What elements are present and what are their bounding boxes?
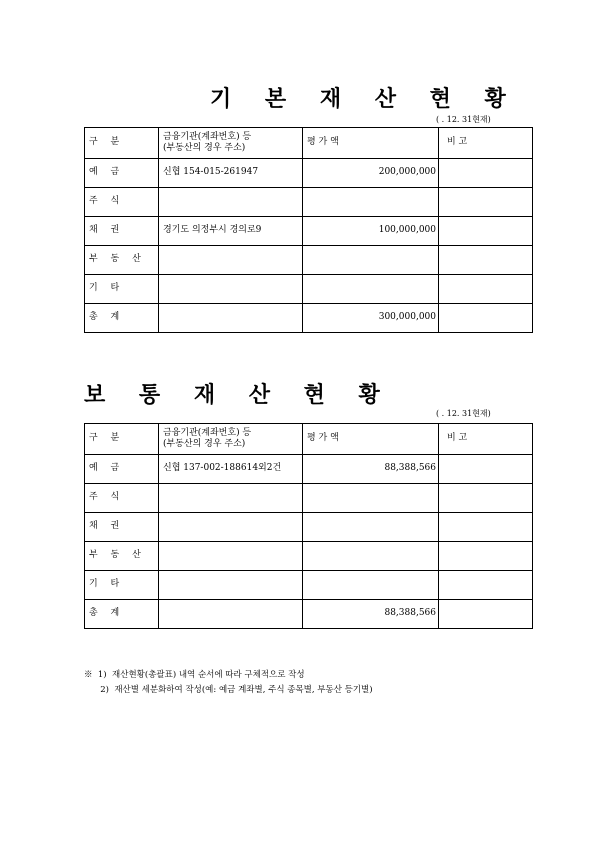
ordinary-assets-table bbox=[84, 423, 533, 629]
row-note bbox=[439, 455, 533, 484]
row-institution bbox=[159, 513, 303, 542]
row-institution bbox=[159, 600, 303, 629]
row-value bbox=[303, 571, 439, 600]
header-institution: 금융기관(계좌번호) 등 (부동산의 경우 주소) bbox=[159, 424, 303, 455]
row-institution bbox=[159, 571, 303, 600]
footnote-2: 2) 재산별 세분화하여 작성(예: 예금 계좌별, 주식 종목별, 부동산 등기별) bbox=[84, 685, 373, 695]
table-row bbox=[85, 455, 533, 484]
row-institution bbox=[159, 542, 303, 571]
row-note bbox=[439, 513, 533, 542]
table-total-row bbox=[85, 304, 533, 333]
table-header-row bbox=[85, 128, 533, 159]
row-note bbox=[439, 484, 533, 513]
table-row bbox=[85, 275, 533, 304]
row-category: 채 권 bbox=[85, 217, 159, 246]
row-category: 총 계 bbox=[85, 304, 159, 333]
basic-assets-title: 기 본 재 산 현 황 bbox=[210, 87, 519, 112]
table-row bbox=[85, 542, 533, 571]
header-value: 평 가 액 bbox=[303, 128, 439, 159]
row-value: 300,000,000 bbox=[303, 304, 439, 333]
row-value: 100,000,000 bbox=[303, 217, 439, 246]
row-note bbox=[439, 571, 533, 600]
table-total-row bbox=[85, 600, 533, 629]
row-institution bbox=[159, 246, 303, 275]
row-value bbox=[303, 542, 439, 571]
header-category: 구 분 bbox=[85, 424, 159, 455]
basic-assets-date: ( . 12. 31현재) bbox=[436, 115, 491, 124]
table-row bbox=[85, 513, 533, 542]
header-note: 비 고 bbox=[439, 424, 533, 455]
row-institution bbox=[159, 484, 303, 513]
table-row bbox=[85, 159, 533, 188]
row-note bbox=[439, 542, 533, 571]
row-category: 부 동 산 bbox=[85, 246, 159, 275]
row-institution: 신협 137-002-188614외2건 bbox=[159, 455, 303, 484]
header-institution: 금융기관(계좌번호) 등 (부동산의 경우 주소) bbox=[159, 128, 303, 159]
row-value bbox=[303, 188, 439, 217]
row-note bbox=[439, 217, 533, 246]
table-row bbox=[85, 571, 533, 600]
footnotes bbox=[84, 668, 373, 698]
row-category: 채 권 bbox=[85, 513, 159, 542]
table-header-row bbox=[85, 424, 533, 455]
row-institution bbox=[159, 275, 303, 304]
row-value bbox=[303, 484, 439, 513]
row-category: 기 타 bbox=[85, 571, 159, 600]
row-category: 예 금 bbox=[85, 159, 159, 188]
row-category: 총 계 bbox=[85, 600, 159, 629]
row-note bbox=[439, 275, 533, 304]
row-value: 88,388,566 bbox=[303, 600, 439, 629]
row-institution: 경기도 의정부시 경의로9 bbox=[159, 217, 303, 246]
row-value: 200,000,000 bbox=[303, 159, 439, 188]
row-institution bbox=[159, 188, 303, 217]
row-note bbox=[439, 159, 533, 188]
row-value bbox=[303, 275, 439, 304]
table-row bbox=[85, 217, 533, 246]
row-note bbox=[439, 304, 533, 333]
row-category: 주 식 bbox=[85, 188, 159, 217]
row-value bbox=[303, 246, 439, 275]
row-category: 예 금 bbox=[85, 455, 159, 484]
row-note bbox=[439, 188, 533, 217]
row-value bbox=[303, 513, 439, 542]
table-row bbox=[85, 484, 533, 513]
row-note bbox=[439, 246, 533, 275]
row-category: 부 동 산 bbox=[85, 542, 159, 571]
table-row bbox=[85, 188, 533, 217]
table-row bbox=[85, 246, 533, 275]
basic-assets-table bbox=[84, 127, 533, 333]
row-category: 기 타 bbox=[85, 275, 159, 304]
header-note: 비 고 bbox=[439, 128, 533, 159]
ordinary-assets-title: 보 통 재 산 현 황 bbox=[84, 383, 393, 408]
row-category: 주 식 bbox=[85, 484, 159, 513]
header-value: 평 가 액 bbox=[303, 424, 439, 455]
footnote-1: ※ 1) 재산현황(총괄표) 내역 순서에 따라 구체적으로 작성 bbox=[84, 670, 305, 680]
ordinary-assets-date: ( . 12. 31현재) bbox=[436, 409, 491, 418]
row-institution: 신협 154-015-261947 bbox=[159, 159, 303, 188]
row-institution bbox=[159, 304, 303, 333]
header-category: 구 분 bbox=[85, 128, 159, 159]
row-value: 88,388,566 bbox=[303, 455, 439, 484]
row-note bbox=[439, 600, 533, 629]
